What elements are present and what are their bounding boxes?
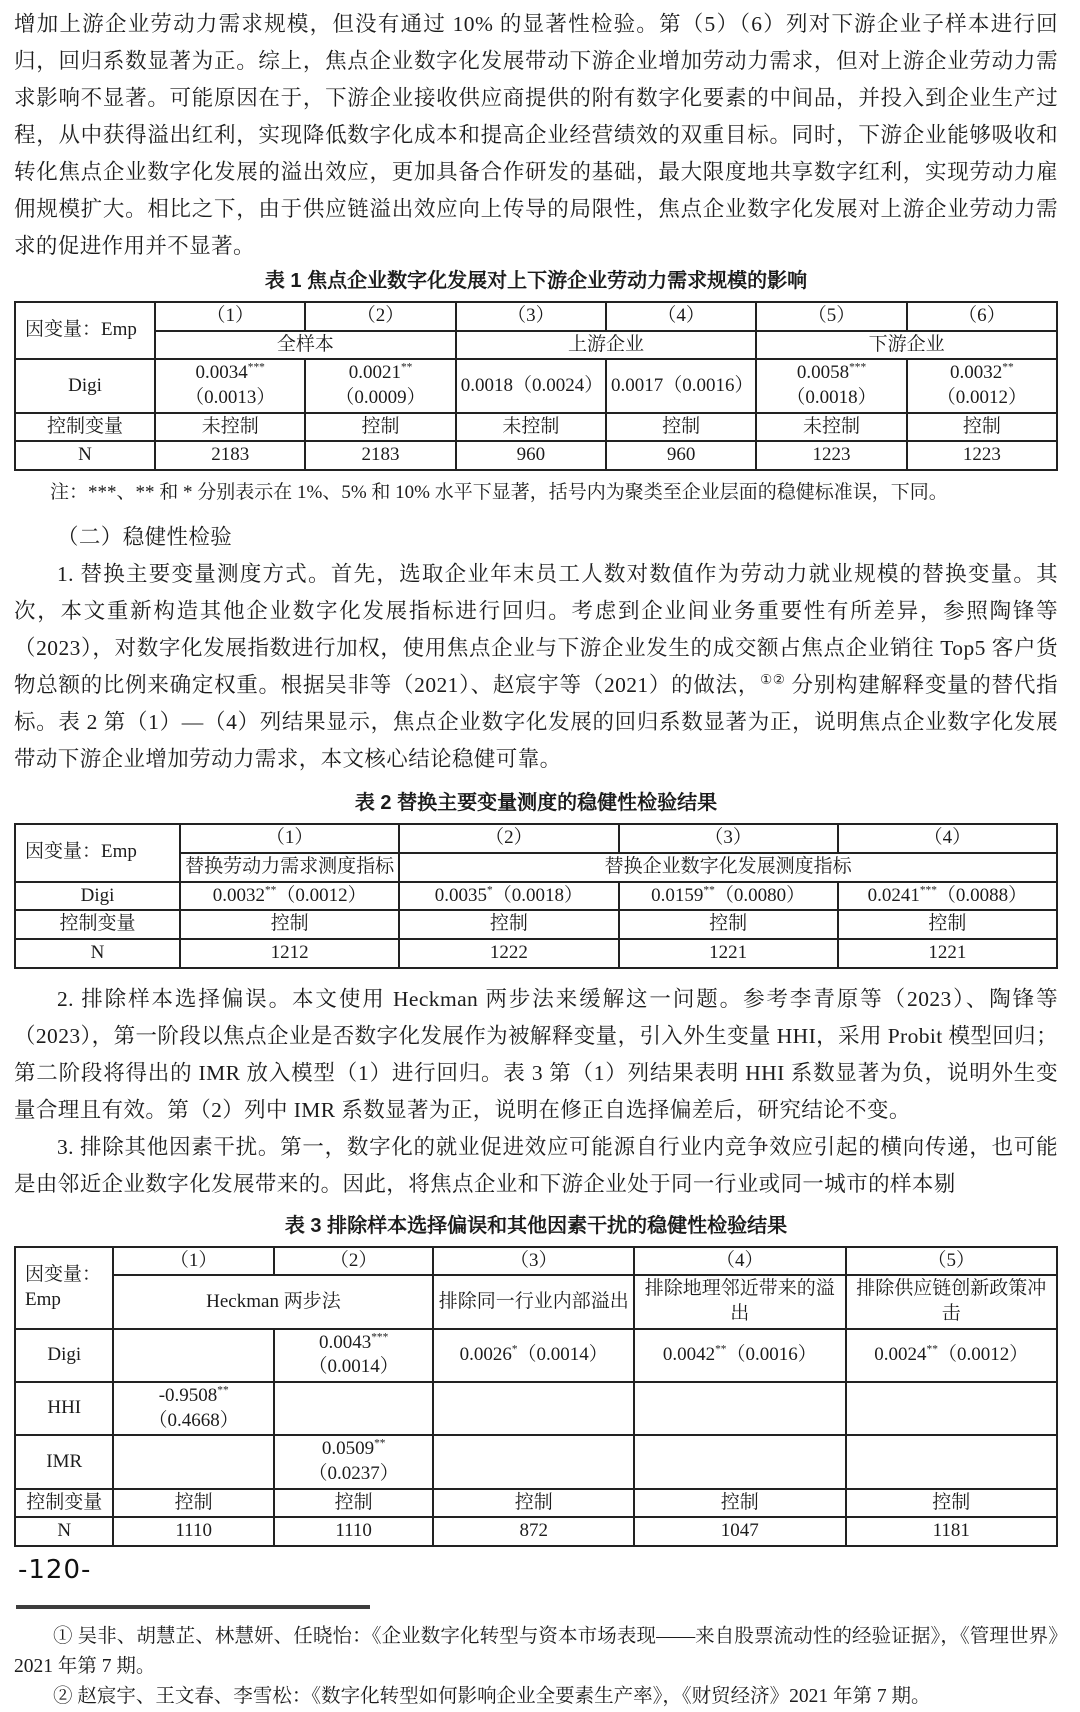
- group-header: 替换企业数字化发展测度指标: [399, 853, 1057, 882]
- table-row: [15, 939, 1057, 968]
- table-cell: 控制: [846, 1489, 1058, 1518]
- group-header: 上游企业: [456, 331, 757, 360]
- table2: [14, 823, 1058, 968]
- dependent-variable-label: 因变量：Emp: [15, 302, 155, 359]
- table-cell: 控制: [180, 910, 399, 939]
- table-row: [15, 1382, 1057, 1435]
- row-label: N: [15, 1517, 113, 1546]
- footnote-2: ② 赵宸宇、王文春、李雪松：《数字化转型如何影响企业全要素生产率》，《财贸经济》2021 年第 7 期。: [53, 1685, 931, 1707]
- table-cell: [846, 1435, 1058, 1488]
- table-cell: 控制: [619, 910, 838, 939]
- table-cell: 0.0032**（0.0012）: [907, 359, 1057, 412]
- section-heading-robustness: （二）稳健性检验: [57, 525, 233, 550]
- table-cell: -0.9508**（0.4668）: [113, 1382, 273, 1435]
- column-header: （1）: [113, 1247, 273, 1276]
- table-cell: 0.0026*（0.0014）: [433, 1329, 634, 1382]
- table-cell: [634, 1435, 845, 1488]
- table3-block: [14, 1213, 1058, 1548]
- row-label: Digi: [15, 882, 180, 911]
- row-label: 控制变量: [15, 1489, 113, 1518]
- table-cell: 0.0058***（0.0018）: [756, 359, 906, 412]
- table-cell: 0.0032**（0.0012）: [180, 882, 399, 911]
- table2-block: [14, 790, 1058, 968]
- table-cell: 未控制: [756, 413, 906, 442]
- column-header: （1）: [180, 824, 399, 853]
- table1-block: [14, 268, 1058, 505]
- table3-title: 表 3 排除样本选择偏误和其他因素干扰的稳健性检验结果: [284, 1214, 788, 1237]
- row-label: 控制变量: [15, 413, 155, 442]
- row-label: Digi: [15, 1329, 113, 1382]
- table-group-header-row: [15, 331, 1057, 360]
- table-cell: 控制: [274, 1489, 433, 1518]
- row-label: N: [15, 939, 180, 968]
- paragraph-heckman: 2. 排除样本选择偏误。本文使用 Heckman 两步法来缓解这一问题。参考李青原等（2023）、陶锋等（2023），第一阶段以焦点企业是否数字化发展作为被解释变量，引入外生变量 HHI，采用 Probit 模型回归；第二阶段将得出的 IMR 放入模型（1）进行回归。表 3 第（1）列结果表明 HHI 系数显著为负，说明外生变量合理且有效。第（2）列中 IMR 系数显著为正，说明在修正自选择偏差后，研究结论不变。: [14, 986, 1058, 1122]
- row-label: N: [15, 441, 155, 470]
- table-cell: 未控制: [155, 413, 305, 442]
- table-cell: [846, 1382, 1058, 1435]
- paragraph-results: 增加上游企业劳动力需求规模，但没有通过 10% 的显著性检验。第（5）（6）列对下游企业子样本进行回归，回归系数显著为正。综上，焦点企业数字化发展带动下游企业增加劳动力需求，但对上游企业劳动力需求影响不显著。可能原因在于，下游企业接收供应商提供的附有数字化要素的中间品，并投入到企业生产过程，从中获得溢出红利，实现降低数字化成本和提高企业经营绩效的双重目标。同时，下游企业能够吸收和转化焦点企业数字化发展的溢出效应，更加具备合作研发的基础，最大限度地共享数字红利，实现劳动力雇佣规模扩大。相比之下，由于供应链溢出效应向上传导的局限性，焦点企业数字化发展对上游企业劳动力需求的促进作用并不显著。: [14, 12, 1058, 258]
- group-header: 替换劳动力需求测度指标: [180, 853, 399, 882]
- column-header: （3）: [433, 1247, 634, 1276]
- table-group-header-row: [15, 1275, 1057, 1328]
- table-header-row: [15, 302, 1057, 331]
- table-cell: 控制: [606, 413, 756, 442]
- table-cell: [433, 1382, 634, 1435]
- table-cell: 控制: [399, 910, 618, 939]
- table-cell: 1047: [634, 1517, 845, 1546]
- table3: [14, 1246, 1058, 1548]
- table-cell: 1221: [619, 939, 838, 968]
- table-cell: 0.0024**（0.0012）: [846, 1329, 1058, 1382]
- table-row: [15, 1435, 1057, 1488]
- table-cell: 0.0509**（0.0237）: [274, 1435, 433, 1488]
- table-cell: 控制: [907, 413, 1057, 442]
- footnote-reference-marks: ①②: [760, 671, 786, 687]
- column-header: （6）: [907, 302, 1057, 331]
- table-cell: [274, 1382, 433, 1435]
- column-header: （2）: [274, 1247, 433, 1276]
- group-header: 排除供应链创新政策冲击: [846, 1275, 1058, 1328]
- table-cell: 0.0043***（0.0014）: [274, 1329, 433, 1382]
- table-row: [15, 359, 1057, 412]
- table-cell: 1223: [756, 441, 906, 470]
- table-cell: 0.0021**（0.0009）: [305, 359, 455, 412]
- group-header: 排除同一行业内部溢出: [433, 1275, 634, 1328]
- table-cell: 0.0018（0.0024）: [456, 359, 606, 412]
- table-cell: 1212: [180, 939, 399, 968]
- table-cell: 1222: [399, 939, 618, 968]
- table-row: [15, 413, 1057, 442]
- footnotes-section: [14, 1605, 1058, 1712]
- table-cell: 控制: [838, 910, 1057, 939]
- column-header: （5）: [756, 302, 906, 331]
- row-label: IMR: [15, 1435, 113, 1488]
- table-cell: 0.0017（0.0016）: [606, 359, 756, 412]
- table-cell: [113, 1329, 273, 1382]
- table-cell: [433, 1435, 634, 1488]
- group-header: 排除地理邻近带来的溢出: [634, 1275, 845, 1328]
- table-row: [15, 910, 1057, 939]
- table-cell: 0.0042**（0.0016）: [634, 1329, 845, 1382]
- column-header: （3）: [456, 302, 606, 331]
- column-header: （4）: [634, 1247, 845, 1276]
- table-cell: 0.0241***（0.0088）: [838, 882, 1057, 911]
- table1: [14, 301, 1058, 471]
- dependent-variable-label: 因变量： Emp: [15, 1247, 113, 1329]
- table-cell: 0.0035*（0.0018）: [399, 882, 618, 911]
- row-label: 控制变量: [15, 910, 180, 939]
- table-cell: 1181: [846, 1517, 1058, 1546]
- table-cell: 2183: [305, 441, 455, 470]
- table-header-row: [15, 1247, 1057, 1276]
- paragraph-other-factors: 3. 排除其他因素干扰。第一，数字化的就业促进效应可能源自行业内竞争效应引起的横向传递，也可能是由邻近企业数字化发展带来的。因此，将焦点企业和下游企业处于同一行业或同一城市的样本剔: [14, 1134, 1058, 1196]
- column-header: （2）: [399, 824, 618, 853]
- table-cell: 控制: [433, 1489, 634, 1518]
- paragraph-robustness-1-text-a: 1. 替换主要变量测度方式。首先，选取企业年末员工人数对数值作为劳动力就业规模的替换变量。其次，本文重新构造其他企业数字化发展指标进行回归。考虑到企业间业务重要性有所差异，参照陶锋等（2023），对数字化发展指数进行加权，使用焦点企业与下游企业发生的成交额占焦点企业销往 Top5 客户货物总额的比例来确定权重。根据吴非等（2021）、赵宸宇等（2021）的做法，: [14, 562, 1058, 698]
- table-row: [15, 1489, 1057, 1518]
- table-cell: 1223: [907, 441, 1057, 470]
- table-cell: 0.0034***（0.0013）: [155, 359, 305, 412]
- column-header: （5）: [846, 1247, 1058, 1276]
- row-label: HHI: [15, 1382, 113, 1435]
- page-number: -120-: [18, 1555, 92, 1585]
- table-cell: 960: [456, 441, 606, 470]
- group-header: Heckman 两步法: [113, 1275, 433, 1328]
- table-row: [15, 441, 1057, 470]
- table-row: [15, 1517, 1057, 1546]
- table1-title: 表 1 焦点企业数字化发展对上下游企业劳动力需求规模的影响: [264, 270, 808, 292]
- row-label: Digi: [15, 359, 155, 412]
- table-row: [15, 1329, 1057, 1382]
- table-cell: [634, 1382, 845, 1435]
- footnote-1: ① 吴非、胡慧芷、林慧妍、任晓怡：《企业数字化转型与资本市场表现——来自股票流动性的经验证据》，《管理世界》2021 年第 7 期。: [14, 1625, 1058, 1677]
- group-header: 下游企业: [756, 331, 1057, 360]
- table-cell: 未控制: [456, 413, 606, 442]
- table-header-row: [15, 824, 1057, 853]
- table-cell: 960: [606, 441, 756, 470]
- table-cell: 2183: [155, 441, 305, 470]
- paragraph-robustness-1: [14, 556, 1058, 778]
- table-row: [15, 882, 1057, 911]
- paragraph-robustness-1-text-b: 分别构建解释变量的替代指标。表 2 第（1）—（4）列结果显示，焦点企业数字化发展的回归系数显著为正，说明焦点企业数字化发展带动下游企业增加劳动力需求，本文核心结论稳健可靠。: [14, 673, 1059, 772]
- table-cell: 1110: [274, 1517, 433, 1546]
- table1-note: 注：***、** 和 * 分别表示在 1%、5% 和 10% 水平下显著，括号内为聚类至企业层面的稳健标准误，下同。: [50, 482, 948, 504]
- table-cell: 控制: [113, 1489, 273, 1518]
- column-header: （1）: [155, 302, 305, 331]
- table-cell: 控制: [305, 413, 455, 442]
- column-header: （4）: [838, 824, 1057, 853]
- table-cell: 控制: [634, 1489, 845, 1518]
- group-header: 全样本: [155, 331, 456, 360]
- table2-title: 表 2 替换主要变量测度的稳健性检验结果: [354, 792, 718, 815]
- table-cell: 1110: [113, 1517, 273, 1546]
- column-header: （4）: [606, 302, 756, 331]
- footnote-separator-rule: [16, 1605, 370, 1609]
- table-cell: 1221: [838, 939, 1057, 968]
- column-header: （3）: [619, 824, 838, 853]
- dependent-variable-label: 因变量：Emp: [15, 824, 180, 881]
- table-cell: [113, 1435, 273, 1488]
- table-cell: 0.0159**（0.0080）: [619, 882, 838, 911]
- table-cell: 872: [433, 1517, 634, 1546]
- column-header: （2）: [305, 302, 455, 331]
